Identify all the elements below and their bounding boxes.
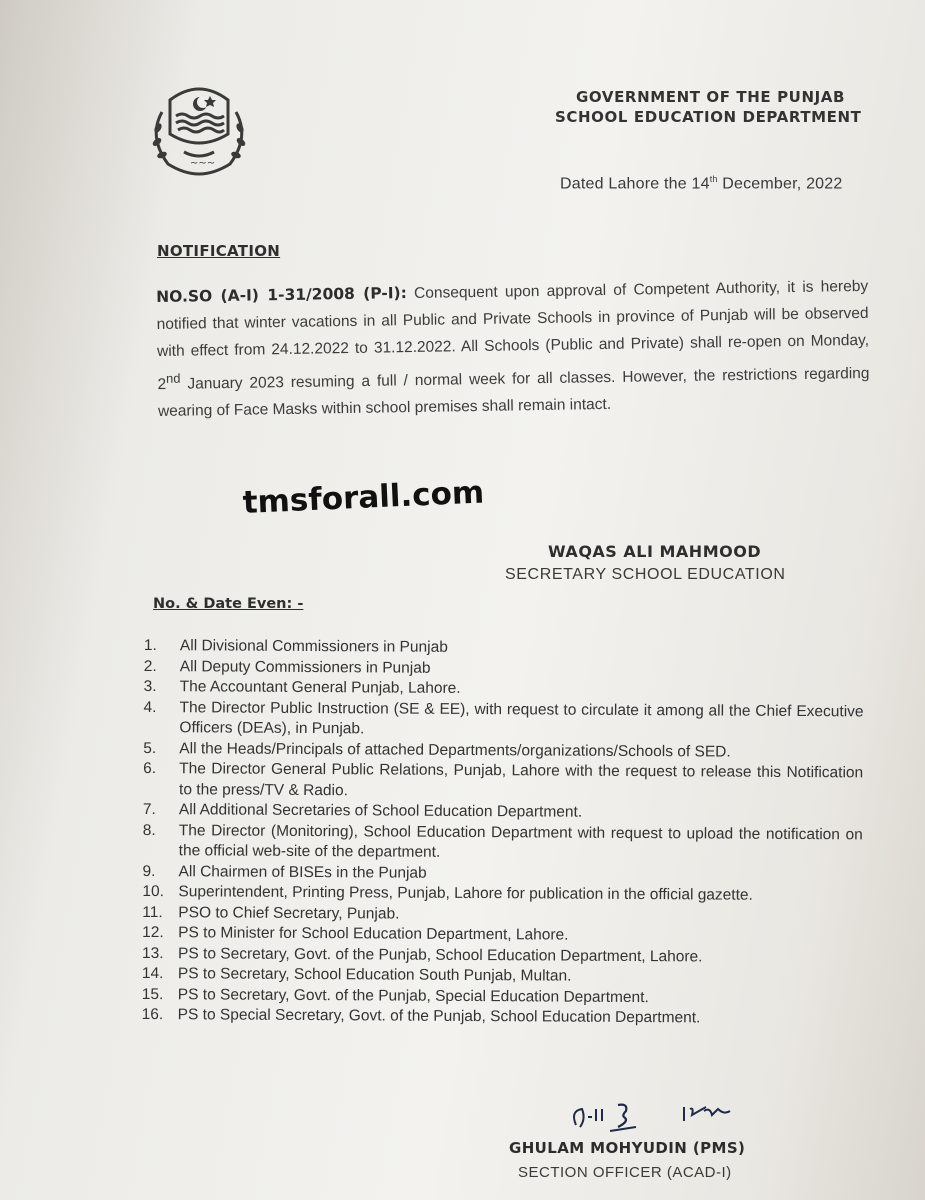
notification-body: NO.SO (A-I) 1-31/2008 (P-I): Consequent upon approval of Competent Authority, it is hereby notified that winter vacations in all Public and Private Schools in province of Punjab will be observed with effect from 24.12.2022 to 31.12.2022. All Schools (Public and Private) shall re-open on Monday, 2nd January 2023 resuming a full / normal week for all classes. However, the restrictions regarding wearing of Face Masks within school premises shall remain intact. xyxy=(156,277,870,421)
department-header-line2: SCHOOL EDUCATION DEPARTMENT xyxy=(555,108,862,126)
list-item: 16. PS to Special Secretary, Govt. of the Punjab, School Education Department. xyxy=(141,1005,701,1027)
department-header-line1: GOVERNMENT OF THE PUNJAB xyxy=(576,88,846,106)
list-item: 1. All Divisional Commissioners in Punjab xyxy=(143,637,448,656)
list-item: 4. The Director Public Instruction (SE & EE), with request to circulate it among all the Chief Executive Officers (DEAs), in Punjab. xyxy=(143,698,864,738)
list-item: 2. All Deputy Commissioners in Punjab xyxy=(143,657,431,677)
section-officer-name: GHULAM MOHYUDIN (PMS) xyxy=(509,1139,746,1157)
list-item: 6. The Director General Public Relations, Punjab, Lahore with the request to release this Notification to the press/TV & Radio. xyxy=(143,759,864,799)
svg-text:~~~: ~~~ xyxy=(190,158,216,169)
distribution-list xyxy=(142,636,864,1030)
secretary-name: WAQAS ALI MAHMOOD xyxy=(548,542,762,561)
list-item: 13. PS to Secretary, Govt. of the Punjab, School Education Department, Lahore. xyxy=(142,944,703,965)
distribution-heading: No. & Date Even: - xyxy=(153,596,304,612)
handwritten-signature xyxy=(566,1097,766,1137)
list-item: 11. PSO to Chief Secretary, Punjab. xyxy=(142,903,400,923)
list-item: 5. All the Heads/Principals of attached Departments/organizations/Schools of SED. xyxy=(143,739,731,761)
secretary-title: SECRETARY SCHOOL EDUCATION xyxy=(505,566,786,583)
section-officer-title: SECTION OFFICER (ACAD-I) xyxy=(518,1164,732,1181)
list-item: 10. Superintendent, Printing Press, Punjab, Lahore for publication in the official gazette. xyxy=(142,882,753,904)
list-item: 14. PS to Secretary, School Education South Punjab, Multan. xyxy=(141,964,572,985)
list-item: 3. The Accountant General Punjab, Lahore. xyxy=(143,677,461,697)
punjab-emblem-icon xyxy=(140,82,258,182)
list-item: 12. PS to Minister for School Education Department, Lahore. xyxy=(142,923,569,944)
dated-line: Dated Lahore the 14th December, 2022 xyxy=(560,174,843,193)
list-item: 7. All Additional Secretaries of School Education Department. xyxy=(142,800,583,821)
list-item: 8. The Director (Monitoring), School Education Department with request to upload the notification on the official web-site of the department. xyxy=(142,821,863,861)
list-item: 15. PS to Secretary, Govt. of the Punjab, Special Education Department. xyxy=(141,985,649,1006)
notification-reference: NO.SO (A-I) 1-31/2008 (P-I): xyxy=(156,284,407,306)
notification-heading: NOTIFICATION xyxy=(157,242,281,260)
watermark: tmsforall.com xyxy=(242,474,485,521)
list-item: 9. All Chairmen of BISEs in the Punjab xyxy=(142,862,427,882)
